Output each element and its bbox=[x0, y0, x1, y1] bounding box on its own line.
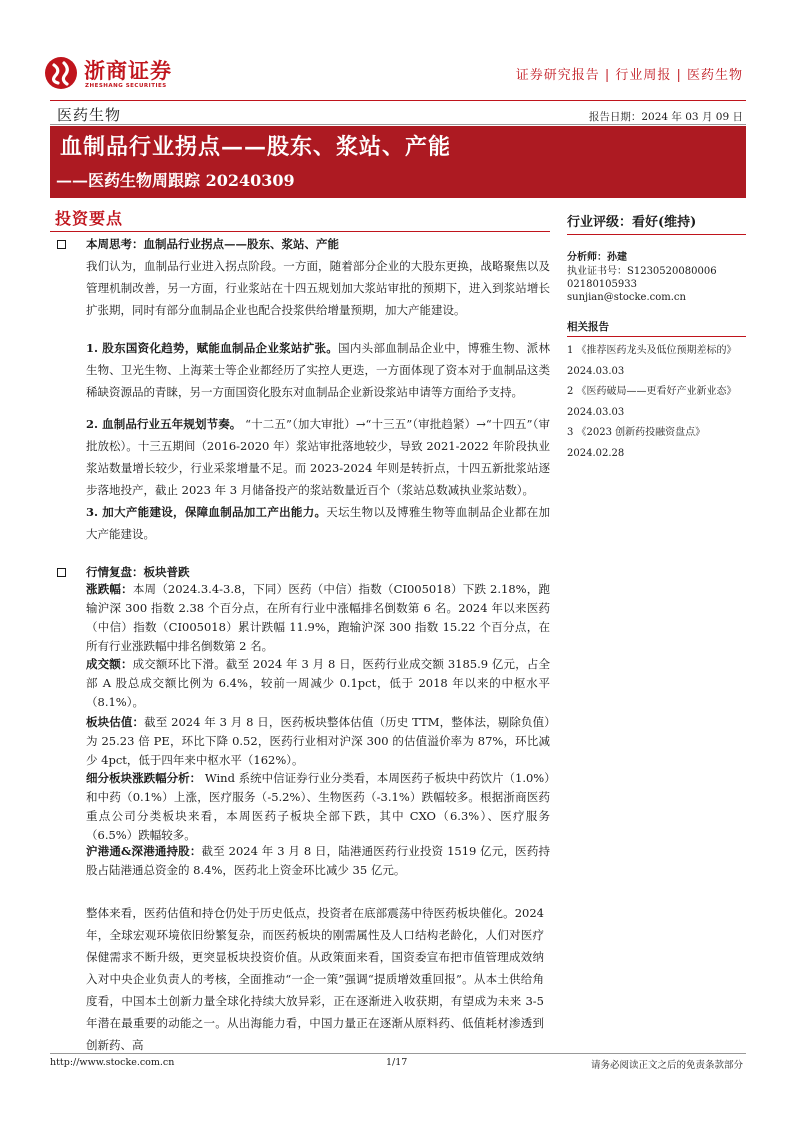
weekly-thought-intro: 我们认为，血制品行业进入拐点阶段。一方面，随着部分企业的大股东更换，战略聚焦以及管理机制改善，另一方面，行业浆站在十四五规划加大浆站审批的预期下，进入到浆站增长扩张期，同时有部分血制品企业也配合投浆供给增量预期，加大产能建设。 bbox=[86, 259, 550, 317]
closing-paragraph: 整体来看，医药估值和持仓仍处于历史低点，投资者在底部震荡中待医药板块催化。2024 年，全球宏观环境依旧纷繁复杂，而医药板块的刚需属性及人口结构老龄化，人们对医疗保健需求不断升级，更突显板块投资价值。从政策面来看，国资委宣布把市值管理成效纳入对中央企业负责人的考核，全面推动“一企一策”强调“提质增效重回报”。从本土供给角度看，中国本土创新力量全球化持续大放异彩，正在逐渐进入收获期，有望成为未来 3-5 年潜在最重要的动能之一。从出海能力看，中国力量正在逐渐从原料药、低值耗材渗透到创新药、高 bbox=[86, 906, 544, 1052]
footer-divider bbox=[50, 1053, 746, 1054]
related-report-1-title: 1 《推荐医药龙头及低位预期差标的》 bbox=[567, 345, 737, 356]
point-3-text: 天坛生物以及博雅生物等血制品企业都在加大产能建设。 bbox=[86, 505, 550, 541]
related-report-2-date: 2024.03.03 bbox=[567, 407, 625, 418]
sub-sector-analysis bbox=[86, 769, 550, 845]
related-divider bbox=[567, 336, 746, 337]
turnover-bold: 成交额： bbox=[86, 657, 133, 671]
analyst-cert: 执业证书号：S1230520080006 bbox=[567, 266, 717, 277]
related-report-1-date: 2024.03.03 bbox=[567, 366, 625, 377]
sector-divider bbox=[50, 124, 746, 125]
valuation-bold: 板块估值： bbox=[86, 715, 145, 729]
checkbox-bullet-icon bbox=[57, 568, 66, 577]
weekly-thought-heading: 本周思考：血制品行业拐点——股东、浆站、产能 bbox=[86, 237, 339, 251]
related-reports-title: 相关报告 bbox=[567, 321, 609, 333]
point-2 bbox=[86, 413, 550, 501]
section-title: 投资要点 bbox=[55, 209, 124, 228]
stock-connect-text: 截至 2024 年 3 月 8 日，陆港通医药行业投资 1519 亿元，医药持股占陆港通总资金的 8.4%，医药北上资金环比减少 35 亿元。 bbox=[86, 844, 550, 877]
zheshang-logo-icon bbox=[44, 56, 78, 90]
turnover-text: 成交额环比下滑。截至 2024 年 3 月 8 日，医药行业成交额 3185.9 亿元，占全部 A 股总成交额比例为 6.4%，较前一周减少 0.1pct，低于 2018 年以来的中枢水平（8.1%）。 bbox=[86, 657, 550, 709]
header-divider bbox=[50, 100, 746, 101]
market-change bbox=[86, 580, 550, 656]
stock-connect-bold: 沪港通&深港通持股： bbox=[86, 844, 202, 858]
report-type-links: 证券研究报告 | 行业周报 | 医药生物 bbox=[515, 68, 743, 83]
point-2-text: “十二五”（加大审批）→“十三五”（审批趋紧）→“十四五”（审批放松）。十三五期间（2016-2020 年）浆站审批落地较少，导致 2021-2022 年阶段执业浆站数量增长较少，行业采浆增量不足。而 2023-2024 年则是转折点，十四五新批浆站逐步落地投产，截止 2023 年 3 月储备投产的浆站数量近百个（浆站总数减执业浆站数）。 bbox=[86, 417, 550, 497]
market-change-text: 本周（2024.3.4-3.8，下同）医药（中信）指数（CI005018）下跌 2.18%，跑输沪深 300 指数 2.38 个百分点，在所有行业中涨幅排名倒数第 6 名。2024 年以来医药（中信）指数（CI005018）累计跌幅 11.9%，跑输沪深 300 指数 15.22 个百分点，在所有行业涨跌幅中排名倒数第 2 名。 bbox=[86, 582, 550, 653]
stock-connect bbox=[86, 842, 550, 880]
market-review-heading: 行情复盘：板块普跌 bbox=[86, 565, 190, 579]
point-3-bold: 3. 加大产能建设，保障血制品加工产出能力。 bbox=[86, 505, 327, 519]
related-report-3-title: 3 《2023 创新药投融资盘点》 bbox=[567, 427, 706, 438]
sub-sector-bold: 细分板块涨跌幅分析： bbox=[86, 771, 202, 785]
point-1 bbox=[86, 337, 550, 403]
valuation-text: 截至 2024 年 3 月 8 日，医药板块整体估值（历史 TTM，整体法，剔除负值）为 25.23 倍 PE，环比下降 0.52，医药行业相对沪深 300 的估值溢价率为 87%，环比减少 4pct，低于四年来中枢水平（162%）。 bbox=[86, 715, 550, 767]
sub-sector-text: Wind 系统中信证券行业分类看，本周医药子板块中药饮片（1.0%）和中药（0.1%）上涨，医疗服务（-5.2%）、生物医药（-3.1%）跌幅较多。根据浙商医药重点公司分类板块来看，本周医药子板块全部下跌，其中 CXO（6.3%）、医疗服务（6.5%）跌幅较多。 bbox=[86, 771, 551, 842]
point-3 bbox=[86, 501, 550, 545]
footer-disclaimer: 请务必阅读正文之后的免责条款部分 bbox=[590, 1060, 743, 1071]
analyst-phone: 02180105933 bbox=[567, 279, 637, 290]
footer-url[interactable]: http://www.stocke.com.cn bbox=[50, 1057, 175, 1068]
turnover bbox=[86, 655, 550, 712]
industry-rating: 行业评级：看好(维持) bbox=[567, 215, 697, 230]
section-divider bbox=[50, 231, 550, 232]
checkbox-bullet-icon bbox=[57, 240, 66, 249]
analyst-email: sunjian@stocke.com.cn bbox=[567, 292, 686, 303]
related-report-3[interactable] bbox=[567, 422, 746, 464]
market-change-bold: 涨跌幅： bbox=[86, 582, 133, 596]
rating-divider bbox=[567, 234, 746, 235]
related-report-2[interactable] bbox=[567, 381, 746, 423]
sector-label: 医药生物 bbox=[57, 106, 122, 124]
point-2-bold: 2. 血制品行业五年规划节奏。 bbox=[86, 417, 242, 431]
analyst-name: 分析师：孙建 bbox=[567, 252, 627, 263]
page-number: 1/17 bbox=[386, 1057, 408, 1068]
logo-english: ZHESHANG SECURITIES bbox=[85, 83, 167, 89]
related-report-3-date: 2024.02.28 bbox=[567, 448, 625, 459]
report-title: 血制品行业拐点——股东、浆站、产能 bbox=[60, 134, 452, 160]
related-report-1[interactable] bbox=[567, 340, 746, 382]
valuation bbox=[86, 713, 550, 770]
logo-name: 浙商证券 bbox=[84, 59, 172, 83]
report-date: 报告日期：2024 年 03 月 09 日 bbox=[588, 111, 743, 123]
related-report-2-title: 2 《医药破局——更看好产业新业态》 bbox=[567, 386, 737, 397]
report-subtitle: ——医药生物周跟踪 20240309 bbox=[56, 171, 295, 190]
point-1-text: 国内头部血制品企业中，博雅生物、派林生物、卫光生物、上海莱士等企业都经历了实控人更迭，一方面体现了资本对于血制品这类稀缺资源品的青睐，另一方面国资化股东对血制品企业新设浆站申请等方面给予支持。 bbox=[86, 341, 550, 399]
point-1-bold: 1. 股东国资化趋势，赋能血制品企业浆站扩张。 bbox=[86, 341, 339, 355]
